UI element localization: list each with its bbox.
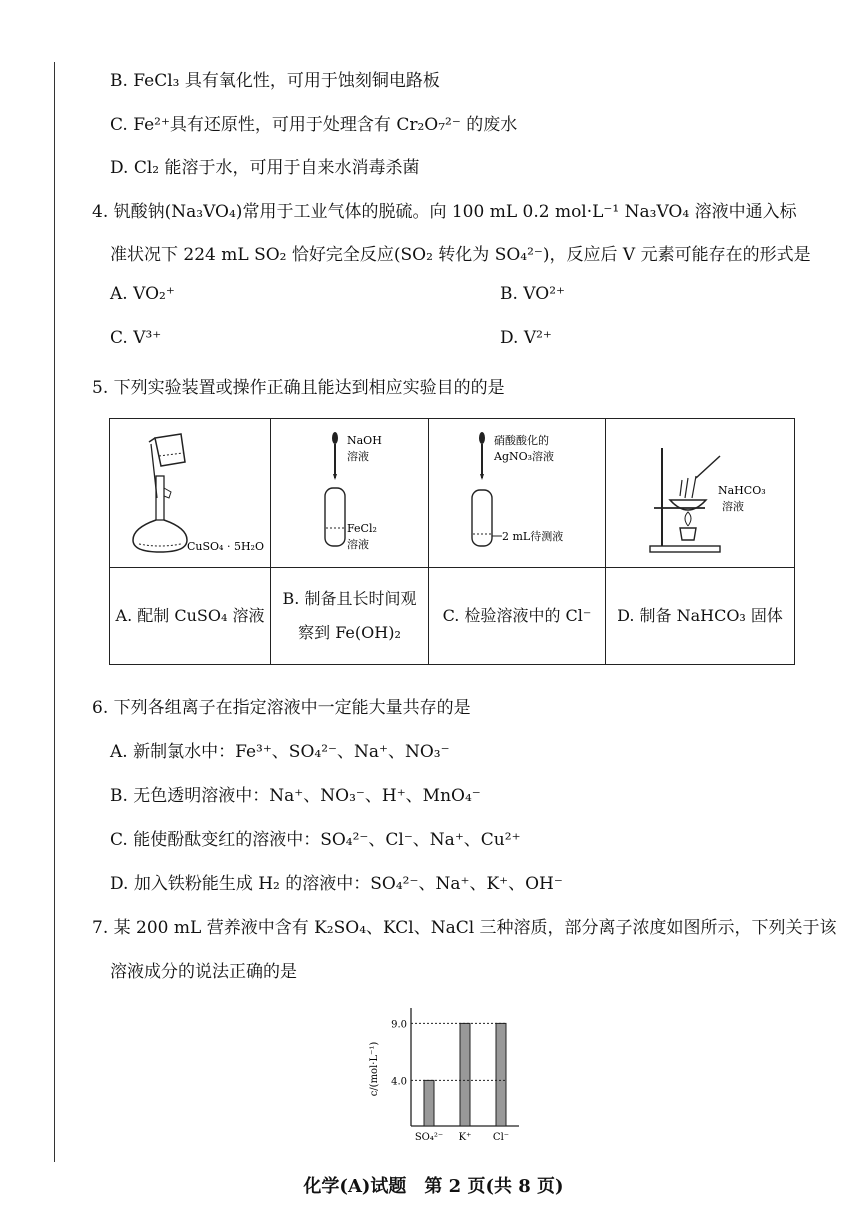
q5-apparatus-table — [109, 418, 795, 665]
chloride-test-diagram — [432, 428, 602, 558]
q6-option-b: B. 无色透明溶液中：Na⁺、NO₃⁻、H⁺、MnO₄⁻ — [110, 786, 481, 806]
caption-b-line1: B. 制备且长时间观 — [282, 589, 417, 608]
q6-option-d: D. 加入铁粉能生成 H₂ 的溶液中：SO₄²⁻、Na⁺、K⁺、OH⁻ — [110, 874, 563, 894]
q4-option-a: A. VO₂⁺ — [110, 284, 175, 304]
q3-option-d: D. Cl₂ 能溶于水，可用于自来水消毒杀菌 — [110, 158, 420, 178]
sample-label: 2 mL待测液 — [502, 530, 564, 543]
apparatus-d-cell — [606, 419, 795, 568]
bar-1 — [460, 1023, 470, 1126]
q5-stem: 5. 下列实验装置或操作正确且能达到相应实验目的的是 — [92, 378, 505, 398]
ion-concentration-chart — [355, 1000, 535, 1160]
apparatus-b-cell — [271, 419, 429, 568]
q6-option-c: C. 能使酚酞变红的溶液中：SO₄²⁻、Cl⁻、Na⁺、Cu²⁺ — [110, 830, 521, 850]
nahco3-solution-label: 溶液 — [722, 500, 744, 513]
caption-b — [271, 568, 429, 665]
y-axis-label: c/(mol·L⁻¹) — [369, 1041, 380, 1097]
cuso4-label: CuSO₄ · 5H₂O — [187, 540, 264, 553]
q4-stem-line2: 准状况下 224 mL SO₂ 恰好完全反应(SO₂ 转化为 SO₄²⁻)，反应后 V 元素可能存在的形式是 — [110, 245, 811, 265]
margin-line — [54, 62, 55, 1162]
bar-0 — [424, 1080, 434, 1126]
fecl2-solution-label: 溶液 — [346, 538, 369, 551]
caption-d-text: D. 制备 NaHCO₃ 固体 — [617, 606, 783, 625]
x-tick-label-0: SO₄²⁻ — [414, 1132, 444, 1143]
agno3-label-2: AgNO₃溶液 — [494, 450, 555, 463]
q4-stem-line1: 4. 钒酸钠(Na₃VO₄)常用于工业气体的脱硫。向 100 mL 0.2 mol·L⁻¹ Na₃VO₄ 溶液中通入标 — [92, 202, 797, 222]
q7-stem-line1: 7. 某 200 mL 营养液中含有 K₂SO₄、KCl、NaCl 三种溶质，部分离子浓度如图所示，下列关于该 — [92, 918, 837, 938]
x-tick-label-2: Cl⁻ — [492, 1132, 510, 1143]
caption-d — [606, 568, 795, 665]
agno3-label-1: 硝酸酸化的 — [494, 434, 549, 447]
page-footer: 化学(A)试题 第 2 页(共 8 页) — [303, 1176, 564, 1197]
y-tick-label-0: 4.0 — [391, 1076, 407, 1088]
caption-c — [429, 568, 606, 665]
naoh-solution-label: 溶液 — [346, 450, 369, 463]
q6-stem: 6. 下列各组离子在指定溶液中一定能大量共存的是 — [92, 698, 471, 718]
volumetric-flask-diagram — [115, 428, 265, 558]
caption-a — [110, 568, 271, 665]
apparatus-a-cell — [110, 419, 271, 568]
evaporation-diagram — [610, 428, 790, 558]
q7-stem-line2: 溶液成分的说法正确的是 — [110, 962, 297, 982]
x-tick-label-1: K⁺ — [458, 1132, 472, 1143]
q6-option-a: A. 新制氯水中：Fe³⁺、SO₄²⁻、Na⁺、NO₃⁻ — [110, 742, 450, 762]
caption-c-text: C. 检验溶液中的 Cl⁻ — [442, 606, 592, 625]
bar-2 — [496, 1023, 506, 1126]
caption-a-text: A. 配制 CuSO₄ 溶液 — [115, 606, 265, 625]
q4-option-d: D. V²⁺ — [500, 328, 552, 348]
fecl2-label: FeCl₂ — [346, 522, 377, 535]
naoh-label: NaOH — [346, 434, 382, 447]
nahco3-label: NaHCO₃ — [718, 484, 766, 497]
y-tick-label-1: 9.0 — [391, 1019, 407, 1031]
caption-b-line2: 察到 Fe(OH)₂ — [298, 623, 401, 642]
q3-option-c: C. Fe²⁺具有还原性，可用于处理含有 Cr₂O₇²⁻ 的废水 — [110, 115, 518, 135]
q3-option-b: B. FeCl₃ 具有氧化性，可用于蚀刻铜电路板 — [110, 71, 440, 91]
q4-option-b: B. VO²⁺ — [500, 284, 566, 304]
apparatus-c-cell — [429, 419, 606, 568]
chart-svg — [355, 1000, 535, 1160]
fe-oh2-diagram — [275, 428, 425, 558]
q4-option-c: C. V³⁺ — [110, 328, 162, 348]
